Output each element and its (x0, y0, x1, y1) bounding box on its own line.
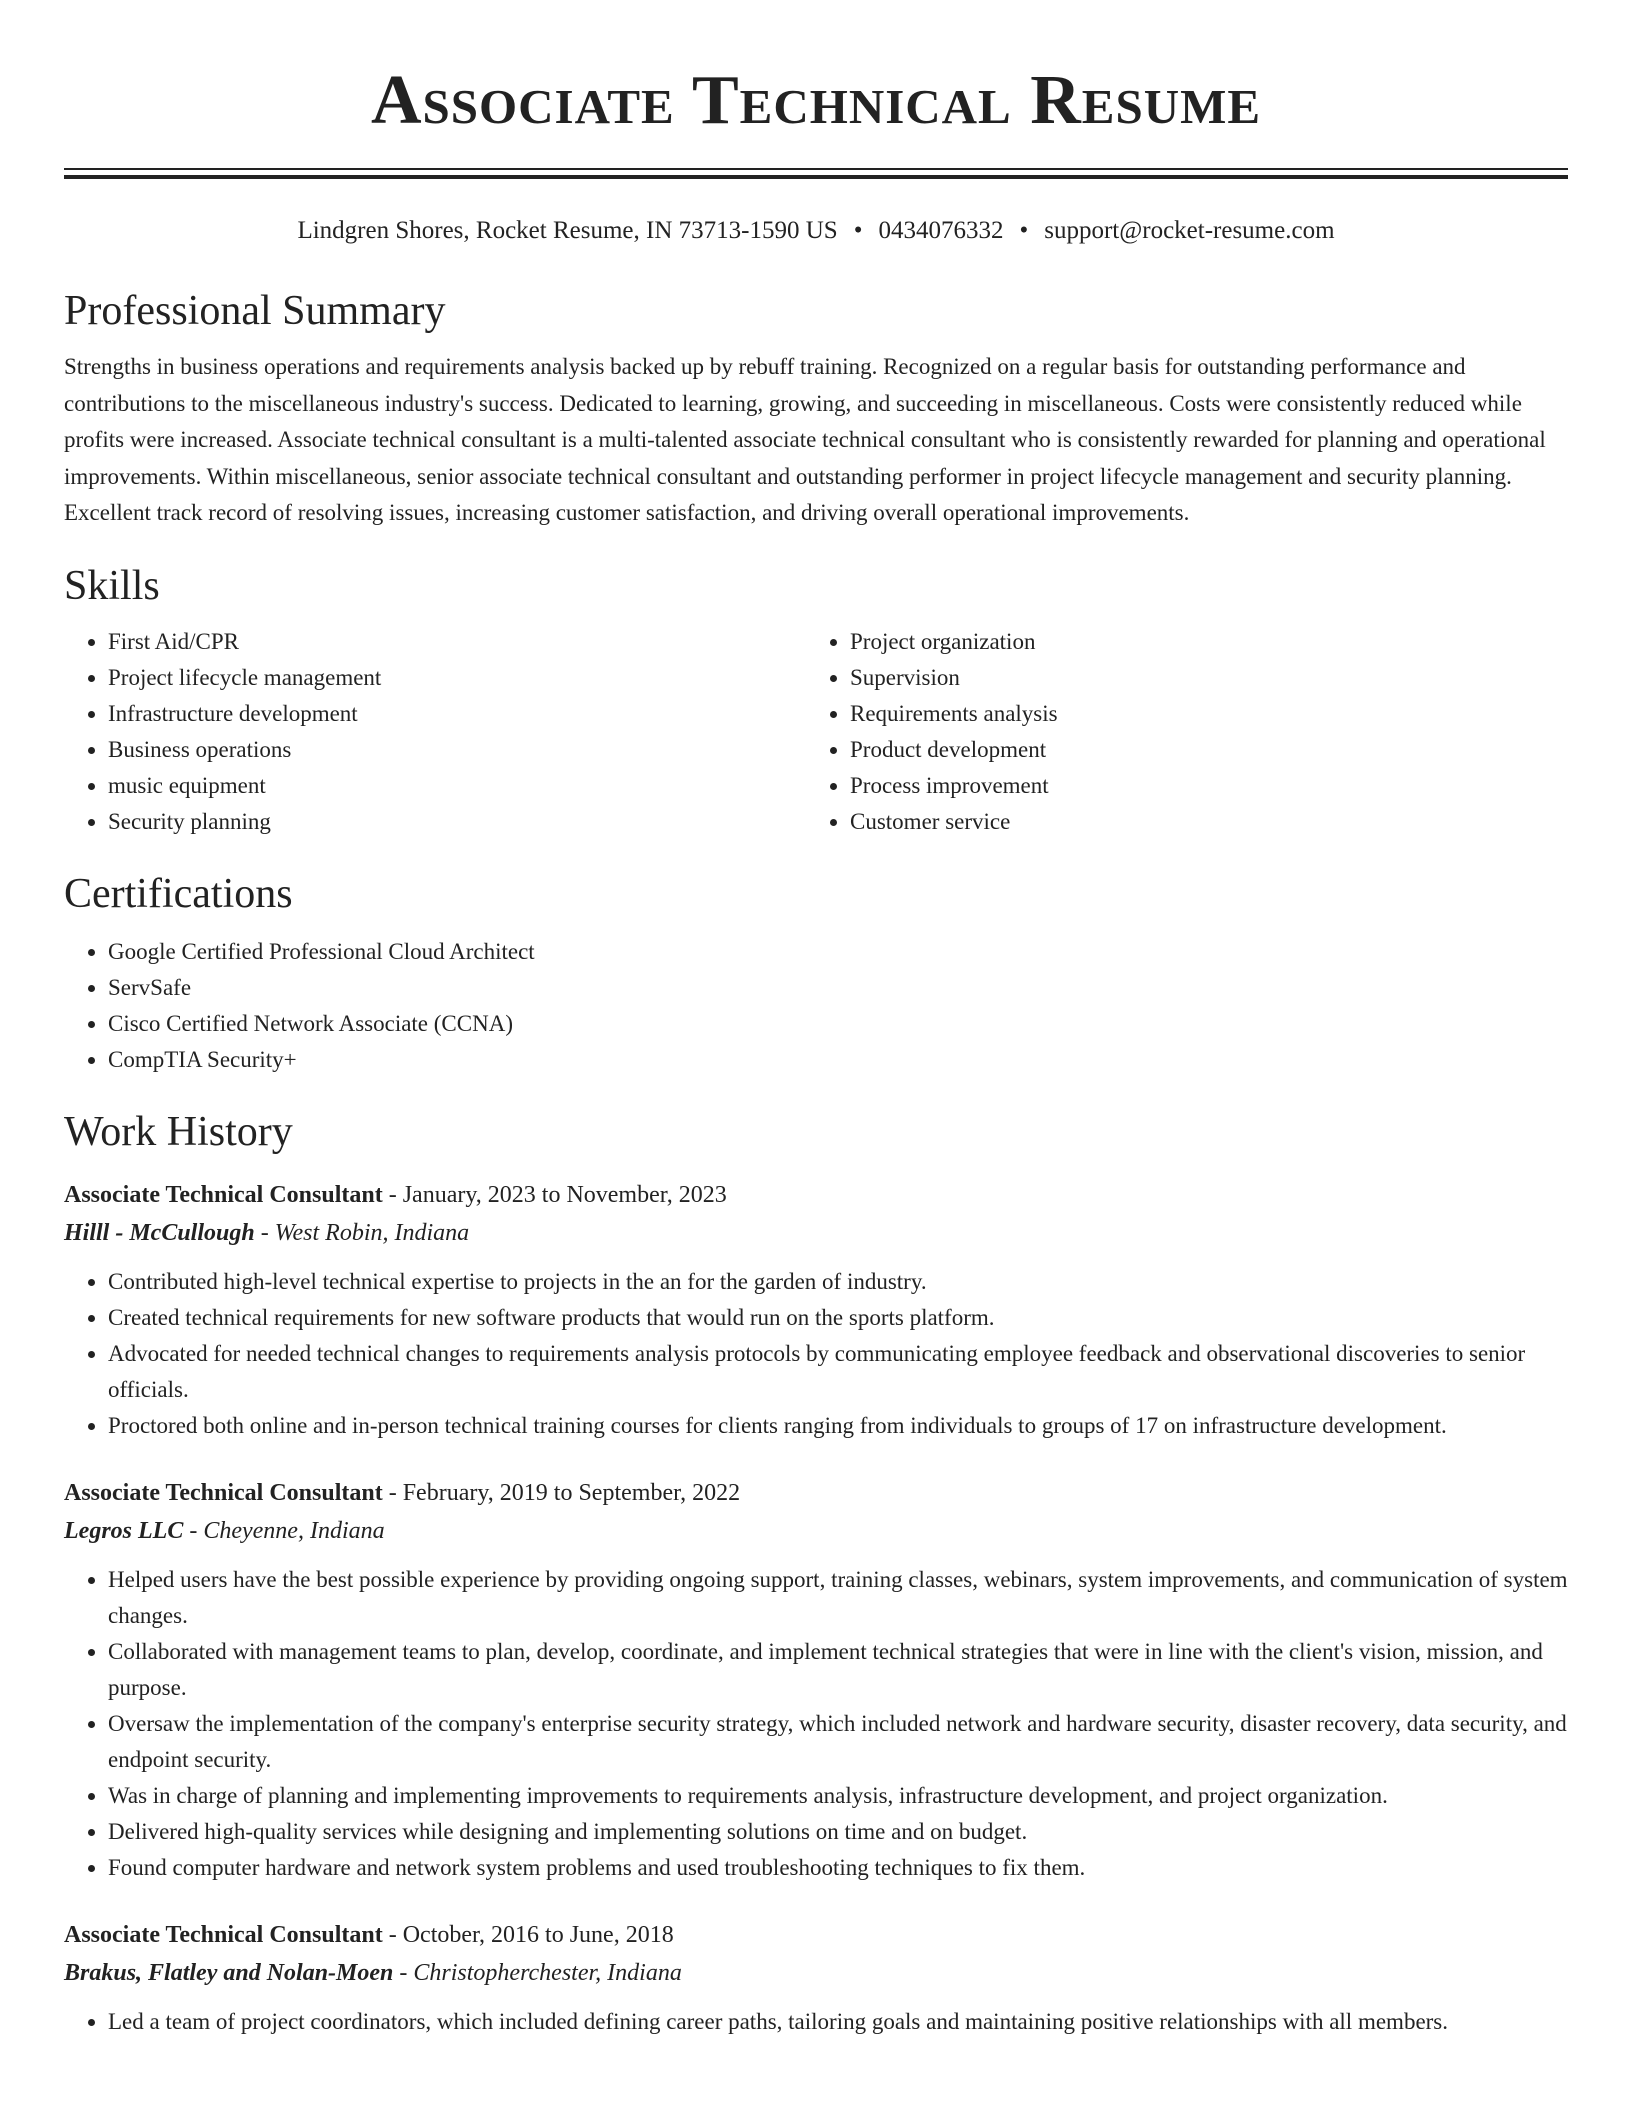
job-role: Associate Technical Consultant (64, 1479, 383, 1506)
contact-phone: 0434076332 (878, 217, 1004, 244)
title-divider-thin (64, 168, 1568, 170)
list-item: • Contributed high-level technical expertise to projects in the an for the garden of industry. (108, 1264, 1568, 1300)
list-item: • Product development (850, 732, 1548, 768)
skills-list-left (64, 624, 806, 840)
contact-email: support@rocket-resume.com (1044, 217, 1335, 244)
list-item: • music equipment (108, 768, 806, 804)
list-item: • Customer service (850, 804, 1548, 840)
skills-heading: Skills (64, 562, 160, 609)
job-entry (64, 1474, 1568, 1886)
certifications-heading: Certifications (64, 870, 293, 917)
job-company-line (64, 1512, 1568, 1550)
job-role: Associate Technical Consultant (64, 1921, 383, 1948)
job-dash: - (382, 1921, 403, 1948)
jobs-list (64, 1176, 1568, 2040)
job-dates: January, 2023 to November, 2023 (402, 1181, 727, 1208)
job-company: Hilll - McCullough (64, 1219, 255, 1246)
certifications-section (64, 868, 1568, 1078)
list-item: • Delivered high-quality services while designing and implementing solutions on time and on budget. (108, 1814, 1568, 1850)
contact-line (64, 213, 1568, 249)
job-company: Legros LLC (64, 1517, 184, 1544)
job-dates: February, 2019 to September, 2022 (402, 1479, 741, 1506)
job-company: Brakus, Flatley and Nolan-Moen (64, 1959, 394, 1986)
list-item: • Project organization (850, 624, 1548, 660)
certifications-list (64, 934, 1568, 1078)
list-item: • Proctored both online and in-person technical training courses for clients ranging from individuals to groups of 17 on infrastructure development. (108, 1408, 1568, 1444)
contact-address: Lindgren Shores, Rocket Resume, IN 73713-1590 US (297, 217, 838, 244)
job-dash: - (254, 1219, 275, 1246)
job-dash: - (183, 1517, 204, 1544)
list-item: • Supervision (850, 660, 1548, 696)
list-item: • Was in charge of planning and implementing improvements to requirements analysis, infrastructure development, and project organization. (108, 1778, 1568, 1814)
list-item: • Found computer hardware and network system problems and used troubleshooting techniques to fix them. (108, 1850, 1568, 1886)
job-bullets (64, 2004, 1568, 2040)
list-item: • Project lifecycle management (108, 660, 806, 696)
list-item: • Google Certified Professional Cloud Architect (108, 934, 1568, 970)
job-role: Associate Technical Consultant (64, 1181, 383, 1208)
list-item: • Collaborated with management teams to plan, develop, coordinate, and implement technical strategies that were in line with the client's vision, mission, and purpose. (108, 1634, 1568, 1706)
job-bullets (64, 1562, 1568, 1886)
job-entry (64, 1176, 1568, 1444)
contact-separator: • (853, 217, 863, 244)
skills-list-right (806, 624, 1548, 840)
list-item: • Helped users have the best possible experience by providing ongoing support, training classes, webinars, system improvements, and communication of system changes. (108, 1562, 1568, 1634)
work-history-section (64, 1106, 1568, 2040)
list-item: • Oversaw the implementation of the company's enterprise security strategy, which included network and hardware security, disaster recovery, data security, and endpoint security. (108, 1706, 1568, 1778)
list-item: • Led a team of project coordinators, which included defining career paths, tailoring goals and maintaining positive relationships with all members. (108, 2004, 1568, 2040)
page-title: Associate Technical Resume (370, 62, 1262, 139)
work-history-heading: Work History (64, 1108, 293, 1155)
job-title-line (64, 1916, 1568, 1954)
list-item: • Process improvement (850, 768, 1548, 804)
job-title-line (64, 1474, 1568, 1512)
list-item: • Advocated for needed technical changes to requirements analysis protocols by communicating employee feedback and observational discoveries to senior officials. (108, 1336, 1568, 1408)
job-location: Cheyenne, Indiana (203, 1517, 385, 1544)
summary-text: Strengths in business operations and requirements analysis backed up by rebuff training. Recognized on a regular basis for outstanding performance and contributions to the miscellaneous industry's success. Dedicated to learning, growing, and succeeding in miscellaneous. Costs were consistently reduced while profits were increased. Associate technical consultant is a multi-talented associate technical consultant who is consistently rewarded for planning and operational improvements. Within miscellaneous, senior associate technical consultant and outstanding performer in project lifecycle management and security planning. Excellent track record of resolving issues, increasing customer satisfaction, and driving overall operational improvements. (64, 354, 1546, 525)
summary-heading: Professional Summary (64, 288, 446, 334)
list-item: • Infrastructure development (108, 696, 806, 732)
resume-content (64, 285, 1568, 2040)
job-company-line (64, 1954, 1568, 1992)
job-dash: - (393, 1959, 414, 1986)
job-bullets (64, 1264, 1568, 1444)
skills-column-left (64, 624, 806, 840)
skills-grid (64, 624, 1568, 840)
list-item: • ServSafe (108, 970, 1568, 1006)
list-item: • Cisco Certified Network Associate (CCNA) (108, 1006, 1568, 1042)
list-item: • Security planning (108, 804, 806, 840)
job-dates: October, 2016 to June, 2018 (402, 1921, 674, 1948)
job-dash: - (382, 1181, 403, 1208)
list-item: • Requirements analysis (850, 696, 1548, 732)
job-location: Christopherchester, Indiana (413, 1959, 682, 1986)
contact-separator: • (1019, 217, 1029, 244)
list-item: • CompTIA Security+ (108, 1042, 1568, 1078)
skills-section (64, 560, 1568, 840)
job-entry (64, 1916, 1568, 2040)
job-location: West Robin, Indiana (274, 1219, 470, 1246)
list-item: • Business operations (108, 732, 806, 768)
summary-section (64, 285, 1568, 532)
title-divider-thick (64, 175, 1568, 179)
skills-column-right (806, 624, 1548, 840)
list-item: • First Aid/CPR (108, 624, 806, 660)
job-company-line (64, 1214, 1568, 1252)
job-title-line (64, 1176, 1568, 1214)
list-item: • Created technical requirements for new software products that would run on the sports platform. (108, 1300, 1568, 1336)
job-dash: - (382, 1479, 403, 1506)
